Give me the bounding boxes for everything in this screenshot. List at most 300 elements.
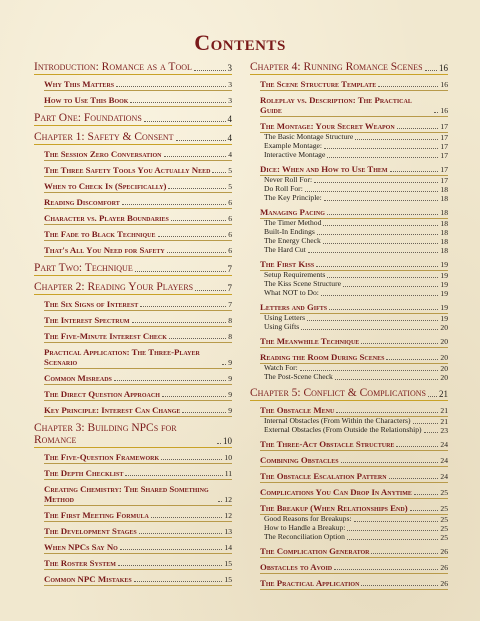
chapter-underline bbox=[34, 125, 232, 126]
toc-section-entry[interactable] bbox=[250, 455, 448, 465]
toc-entry-title: Reading Discomfort bbox=[44, 197, 120, 207]
toc-page-number: 12 bbox=[224, 495, 232, 504]
toc-entry-title: The Session Zero Conversation bbox=[44, 149, 162, 159]
section-underline bbox=[260, 347, 448, 348]
toc-column-left bbox=[34, 56, 232, 586]
dot-leader bbox=[323, 225, 438, 226]
dot-leader bbox=[343, 286, 438, 287]
toc-section-entry[interactable] bbox=[250, 302, 448, 312]
dot-leader bbox=[125, 475, 222, 476]
toc-page-number: 20 bbox=[440, 323, 448, 332]
toc-entry-title: The Post-Scene Check bbox=[264, 372, 333, 382]
toc-entry-title: The First Kiss bbox=[260, 259, 315, 269]
chapter-underline bbox=[34, 74, 232, 75]
toc-column-right bbox=[250, 56, 448, 590]
toc-sub-entry[interactable] bbox=[250, 151, 448, 160]
toc-entry-title: Part One: Foundations bbox=[34, 112, 142, 124]
section-underline bbox=[44, 106, 232, 107]
toc-entry-title: External Obstacles (From Outside the Relationship) bbox=[264, 425, 422, 435]
dot-leader bbox=[316, 266, 438, 267]
toc-page-number: 17 bbox=[440, 142, 448, 151]
toc-section-entry[interactable] bbox=[34, 574, 232, 584]
section-underline bbox=[44, 479, 232, 480]
toc-sub-entry[interactable] bbox=[250, 289, 448, 298]
dot-leader bbox=[308, 252, 439, 253]
toc-page-number: 21 bbox=[440, 417, 448, 426]
dot-leader bbox=[389, 478, 439, 479]
dot-leader bbox=[116, 86, 226, 87]
toc-page-number: 17 bbox=[440, 165, 448, 174]
dot-leader bbox=[217, 443, 221, 444]
dot-leader bbox=[300, 370, 439, 371]
toc-page-number: 4 bbox=[228, 150, 232, 159]
dot-leader bbox=[336, 412, 438, 413]
toc-section-entry[interactable] bbox=[250, 562, 448, 572]
dot-leader bbox=[222, 364, 226, 365]
toc-entry-title: The Montage: Your Secret Weapon bbox=[260, 121, 395, 131]
toc-section-entry[interactable] bbox=[34, 558, 232, 568]
chapter-underline bbox=[34, 294, 232, 295]
toc-section-entry[interactable] bbox=[250, 487, 448, 497]
section-underline bbox=[260, 90, 448, 91]
dot-leader bbox=[327, 277, 438, 278]
toc-section-entry[interactable] bbox=[250, 578, 448, 588]
toc-page-number: 26 bbox=[440, 547, 448, 556]
toc-entry-title: The Energy Check bbox=[264, 236, 321, 246]
toc-section-entry[interactable] bbox=[34, 213, 232, 223]
chapter-underline bbox=[34, 447, 232, 448]
toc-section-entry[interactable] bbox=[250, 336, 448, 346]
toc-page-number: 26 bbox=[440, 579, 448, 588]
toc-page-number: 19 bbox=[440, 260, 448, 269]
dot-leader bbox=[378, 86, 438, 87]
toc-entry-title: Using Letters bbox=[264, 313, 306, 323]
toc-section-entry[interactable] bbox=[34, 79, 232, 89]
toc-entry-title: Interactive Montage bbox=[264, 150, 326, 160]
toc-section-entry[interactable] bbox=[250, 121, 448, 131]
dot-leader bbox=[410, 510, 439, 511]
toc-entry-title: How to Use This Book bbox=[44, 95, 129, 105]
toc-page-number: 13 bbox=[224, 527, 232, 536]
toc-section-entry[interactable] bbox=[34, 452, 232, 462]
toc-section-entry[interactable] bbox=[250, 207, 448, 217]
toc-section-entry[interactable] bbox=[250, 95, 448, 115]
toc-entry-title: Common NPC Mistakes bbox=[44, 574, 132, 584]
toc-section-entry[interactable] bbox=[34, 229, 232, 239]
toc-page-number: 16 bbox=[440, 106, 448, 115]
toc-entry-title: Obstacles to Avoid bbox=[260, 562, 333, 572]
toc-sub-entry[interactable] bbox=[250, 194, 448, 203]
toc-chapter-entry[interactable] bbox=[250, 387, 448, 399]
dot-leader bbox=[130, 102, 226, 103]
toc-entry-title: When to Check In (Specifically) bbox=[44, 181, 167, 191]
dot-leader bbox=[135, 271, 226, 272]
toc-page-number: 18 bbox=[440, 208, 448, 217]
toc-chapter-entry[interactable] bbox=[34, 422, 232, 446]
section-underline bbox=[44, 256, 232, 257]
dot-leader bbox=[425, 70, 437, 71]
section-underline bbox=[260, 498, 448, 499]
toc-entry-title: Chapter 5: Conflict & Complications bbox=[250, 387, 426, 399]
toc-page-number: 19 bbox=[440, 289, 448, 298]
section-underline bbox=[44, 384, 232, 385]
toc-entry-title: The Obstacle Escalation Pattern bbox=[260, 471, 387, 481]
dot-leader bbox=[434, 112, 438, 113]
dot-leader bbox=[347, 539, 438, 540]
toc-entry-title: Example Montage: bbox=[264, 141, 322, 151]
toc-page-number: 14 bbox=[224, 543, 232, 552]
toc-entry-title: The Five-Minute Interest Check bbox=[44, 331, 167, 341]
dot-leader bbox=[212, 172, 226, 173]
dot-leader bbox=[354, 521, 439, 522]
toc-page-number: 9 bbox=[228, 374, 232, 383]
dot-leader bbox=[324, 148, 438, 149]
dot-leader bbox=[162, 396, 226, 397]
toc-page-number: 17 bbox=[440, 151, 448, 160]
dot-leader bbox=[347, 530, 438, 531]
toc-section-entry[interactable] bbox=[34, 373, 232, 383]
toc-page-number: 4 bbox=[227, 114, 232, 124]
chapter-underline bbox=[34, 275, 232, 276]
toc-page-number: 26 bbox=[440, 563, 448, 572]
toc-section-entry[interactable] bbox=[250, 352, 448, 362]
toc-entry-title: Chapter 2: Reading Your Players bbox=[34, 281, 194, 293]
chapter-underline bbox=[250, 74, 448, 75]
chapter-underline bbox=[250, 400, 448, 401]
dot-leader bbox=[335, 379, 439, 380]
toc-sub-entry[interactable] bbox=[250, 323, 448, 332]
toc-entry-title: The Direct Question Approach bbox=[44, 389, 160, 399]
toc-page-number: 25 bbox=[440, 504, 448, 513]
toc-chapter-entry[interactable] bbox=[34, 112, 232, 124]
dot-leader bbox=[317, 234, 439, 235]
dot-leader bbox=[329, 309, 438, 310]
toc-section-entry[interactable] bbox=[34, 181, 232, 191]
section-underline bbox=[44, 521, 232, 522]
toc-entry-title: Key Principle: Interest Can Change bbox=[44, 405, 181, 415]
toc-page-number: 25 bbox=[440, 488, 448, 497]
toc-entry-title: The Basic Montage Structure bbox=[264, 132, 354, 142]
toc-entry-title: The Roster System bbox=[44, 558, 116, 568]
toc-page-number: 6 bbox=[228, 198, 232, 207]
toc-section-entry[interactable] bbox=[34, 542, 232, 552]
dot-leader bbox=[139, 533, 223, 534]
toc-page-number: 6 bbox=[228, 246, 232, 255]
section-underline bbox=[44, 416, 232, 417]
toc-entry-title: The Interest Spectrum bbox=[44, 315, 130, 325]
toc-page-number: 3 bbox=[227, 63, 232, 73]
toc-page-number: 21 bbox=[440, 406, 448, 415]
section-underline bbox=[260, 557, 448, 558]
dot-leader bbox=[218, 501, 222, 502]
dot-leader bbox=[140, 306, 226, 307]
dot-leader bbox=[305, 191, 439, 192]
dot-leader bbox=[413, 423, 439, 424]
toc-page-number: 4 bbox=[227, 133, 232, 143]
toc-entry-title: The Scene Structure Template bbox=[260, 79, 377, 89]
toc-section-entry[interactable] bbox=[250, 546, 448, 556]
dot-leader bbox=[334, 569, 438, 570]
section-underline bbox=[44, 537, 232, 538]
dot-leader bbox=[327, 157, 438, 158]
toc-page-number: 9 bbox=[228, 406, 232, 415]
toc-chapter-entry[interactable] bbox=[34, 262, 232, 274]
page-title: Contents bbox=[194, 30, 286, 55]
toc-section-entry[interactable] bbox=[250, 439, 448, 449]
dot-leader bbox=[169, 338, 226, 339]
toc-entry-title: Common Misreads bbox=[44, 373, 112, 383]
toc-section-entry[interactable] bbox=[34, 389, 232, 399]
toc-sub-entry[interactable] bbox=[250, 246, 448, 255]
toc-page-number: 9 bbox=[228, 390, 232, 399]
toc-entry-title: The Development Stages bbox=[44, 526, 137, 536]
toc-entry-title: Chapter 3: Building NPCs for Romance bbox=[34, 422, 177, 446]
toc-sub-entry[interactable] bbox=[250, 373, 448, 382]
toc-section-entry[interactable] bbox=[34, 315, 232, 325]
toc-entry-title: Dice: When and How to Use Them bbox=[260, 164, 388, 174]
toc-entry-title: Combining Obstacles bbox=[260, 455, 339, 465]
toc-entry-title: Chapter 1: Safety & Consent bbox=[34, 131, 174, 143]
toc-entry-title: What NOT to Do: bbox=[264, 288, 319, 298]
dot-leader bbox=[428, 396, 437, 397]
toc-page-number: 21 bbox=[439, 389, 448, 399]
toc-entry-title: Character vs. Player Boundaries bbox=[44, 213, 169, 223]
toc-entry-title: The Breakup (When Relationships End) bbox=[260, 503, 408, 513]
dot-leader bbox=[327, 214, 439, 215]
section-underline bbox=[44, 160, 232, 161]
toc-page-number: 20 bbox=[440, 353, 448, 362]
toc-section-entry[interactable] bbox=[250, 79, 448, 89]
toc-entry-title: Practical Application: The Three-Player Scenario bbox=[44, 347, 200, 367]
toc-entry-title: That's All You Need for Safety bbox=[44, 245, 165, 255]
toc-entry-title: The Meanwhile Technique bbox=[260, 336, 360, 346]
section-underline bbox=[260, 466, 448, 467]
dot-leader bbox=[361, 343, 438, 344]
toc-entry-title: Introduction: Romance as a Tool bbox=[34, 61, 192, 73]
toc-section-entry[interactable] bbox=[34, 299, 232, 309]
dot-leader bbox=[355, 139, 438, 140]
dot-leader bbox=[390, 171, 439, 172]
section-underline bbox=[44, 368, 232, 369]
dot-leader bbox=[114, 380, 226, 381]
section-underline bbox=[44, 553, 232, 554]
section-underline bbox=[260, 589, 448, 590]
dot-leader bbox=[397, 128, 439, 129]
toc-entry-title: Complications You Can Drop In Anytime bbox=[260, 487, 412, 497]
toc-page-number: 20 bbox=[440, 373, 448, 382]
dot-leader bbox=[195, 290, 225, 291]
dot-leader bbox=[167, 252, 227, 253]
toc-section-entry[interactable] bbox=[34, 510, 232, 520]
toc-page-number: 20 bbox=[440, 364, 448, 373]
toc-entry-title: The Depth Checklist bbox=[44, 468, 124, 478]
toc-section-entry[interactable] bbox=[250, 503, 448, 513]
section-underline bbox=[260, 573, 448, 574]
dot-leader bbox=[314, 182, 438, 183]
toc-entry-title: Internal Obstacles (From Within the Characters) bbox=[264, 416, 411, 426]
toc-entry-title: Good Reasons for Breakups: bbox=[264, 514, 352, 524]
toc-entry-title: The Hard Cut bbox=[264, 245, 306, 255]
section-underline bbox=[44, 326, 232, 327]
toc-page-number: 24 bbox=[440, 456, 448, 465]
toc-page-number: 7 bbox=[228, 300, 232, 309]
toc-page-number: 3 bbox=[228, 80, 232, 89]
dot-leader bbox=[134, 581, 223, 582]
dot-leader bbox=[122, 204, 227, 205]
dot-leader bbox=[194, 70, 226, 71]
dot-leader bbox=[120, 549, 223, 550]
toc-entry-title: The Complication Generator bbox=[260, 546, 370, 556]
toc-chapter-entry[interactable] bbox=[34, 281, 232, 293]
toc-page-number: 18 bbox=[440, 185, 448, 194]
section-underline bbox=[44, 224, 232, 225]
toc-entry-title: The Six Signs of Interest bbox=[44, 299, 139, 309]
toc-chapter-entry[interactable] bbox=[250, 61, 448, 73]
toc-section-entry[interactable] bbox=[34, 468, 232, 478]
toc-entry-title: Watch For: bbox=[264, 363, 298, 373]
toc-page-number: 16 bbox=[440, 80, 448, 89]
toc-page-number: 20 bbox=[440, 337, 448, 346]
toc-entry-title: The Kiss Scene Structure bbox=[264, 279, 341, 289]
toc-section-entry[interactable] bbox=[34, 95, 232, 105]
toc-page-number: 19 bbox=[440, 303, 448, 312]
toc-entry-title: Never Roll For: bbox=[264, 175, 313, 185]
toc-page-number: 3 bbox=[228, 96, 232, 105]
toc-entry-title: Creating Chemistry: The Shared Something Method bbox=[44, 484, 209, 504]
dot-leader bbox=[158, 236, 227, 237]
dot-leader bbox=[307, 320, 438, 321]
toc-page-number: 19 bbox=[440, 314, 448, 323]
toc-page-number: 15 bbox=[224, 575, 232, 584]
toc-section-entry[interactable] bbox=[34, 526, 232, 536]
toc-entry-title: The Key Principle: bbox=[264, 193, 322, 203]
toc-entry-title: The Practical Application bbox=[260, 578, 360, 588]
toc-page-number: 17 bbox=[440, 133, 448, 142]
toc-page-number: 18 bbox=[440, 246, 448, 255]
toc-section-entry[interactable] bbox=[34, 165, 232, 175]
toc-chapter-entry[interactable] bbox=[34, 61, 232, 73]
toc-page-number: 19 bbox=[440, 271, 448, 280]
dot-leader bbox=[176, 140, 226, 141]
toc-page-number: 11 bbox=[224, 469, 232, 478]
dot-leader bbox=[171, 220, 226, 221]
toc-entry-title: The Three Safety Tools You Actually Need bbox=[44, 165, 211, 175]
toc-page-number: 6 bbox=[228, 214, 232, 223]
toc-page-number: 23 bbox=[440, 426, 448, 435]
toc-entry-title: The Three-Act Obstacle Structure bbox=[260, 439, 395, 449]
toc-page-number: 10 bbox=[224, 453, 232, 462]
dot-leader bbox=[301, 329, 438, 330]
dot-leader bbox=[324, 200, 439, 201]
toc-entry-title: The Fade to Black Technique bbox=[44, 229, 156, 239]
toc-entry-title: Part Two: Technique bbox=[34, 262, 133, 274]
toc-page-number: 18 bbox=[440, 194, 448, 203]
dot-leader bbox=[341, 462, 439, 463]
toc-page-number: 5 bbox=[228, 182, 232, 191]
toc-page-number: 8 bbox=[228, 316, 232, 325]
section-underline bbox=[44, 463, 232, 464]
dot-leader bbox=[323, 243, 439, 244]
dot-leader bbox=[168, 188, 226, 189]
toc-section-entry[interactable] bbox=[250, 405, 448, 415]
toc-entry-title: Built-In Endings bbox=[264, 227, 315, 237]
dot-leader bbox=[371, 553, 438, 554]
toc-entry-title: The Reconciliation Option bbox=[264, 532, 345, 542]
toc-section-entry[interactable] bbox=[34, 149, 232, 159]
toc-page-number: 16 bbox=[439, 63, 448, 73]
toc-page-number: 18 bbox=[440, 237, 448, 246]
dot-leader bbox=[361, 585, 438, 586]
toc-section-entry[interactable] bbox=[34, 484, 232, 504]
toc-page-number: 19 bbox=[440, 280, 448, 289]
toc-page-number: 9 bbox=[228, 358, 232, 367]
dot-leader bbox=[414, 494, 438, 495]
toc-entry-title: Setup Requirements bbox=[264, 270, 326, 280]
section-underline bbox=[260, 482, 448, 483]
section-underline bbox=[44, 208, 232, 209]
toc-page-number: 24 bbox=[440, 472, 448, 481]
toc-page-number: 25 bbox=[440, 515, 448, 524]
toc-page-number: 6 bbox=[228, 230, 232, 239]
section-underline bbox=[44, 310, 232, 311]
section-underline bbox=[44, 569, 232, 570]
toc-sub-entry[interactable] bbox=[250, 533, 448, 542]
toc-entry-title: Using Gifts bbox=[264, 322, 300, 332]
chapter-underline bbox=[34, 144, 232, 145]
toc-page-number: 12 bbox=[224, 511, 232, 520]
dot-leader bbox=[396, 446, 438, 447]
toc-sub-entry[interactable] bbox=[250, 426, 448, 435]
toc-entry-title: Chapter 4: Running Romance Scenes bbox=[250, 61, 423, 73]
toc-page-number: 8 bbox=[228, 332, 232, 341]
section-underline bbox=[260, 116, 448, 117]
dot-leader bbox=[424, 432, 439, 433]
section-underline bbox=[260, 450, 448, 451]
toc-page-number: 25 bbox=[440, 524, 448, 533]
toc-section-entry[interactable] bbox=[250, 164, 448, 174]
dot-leader bbox=[182, 412, 226, 413]
toc-section-entry[interactable] bbox=[34, 405, 232, 415]
toc-page-number: 7 bbox=[227, 283, 232, 293]
toc-section-entry[interactable] bbox=[250, 259, 448, 269]
toc-entry-title: The First Meeting Formula bbox=[44, 510, 149, 520]
section-underline bbox=[44, 176, 232, 177]
section-underline bbox=[44, 192, 232, 193]
toc-page-number: 10 bbox=[223, 436, 232, 446]
toc-page-number: 17 bbox=[440, 176, 448, 185]
toc-section-entry[interactable] bbox=[250, 471, 448, 481]
toc-chapter-entry[interactable] bbox=[34, 131, 232, 143]
toc-entry-title: How to Handle a Breakup: bbox=[264, 523, 346, 533]
toc-section-entry[interactable] bbox=[34, 197, 232, 207]
toc-section-entry[interactable] bbox=[34, 245, 232, 255]
toc-section-entry[interactable] bbox=[34, 347, 232, 367]
dot-leader bbox=[144, 121, 226, 122]
dot-leader bbox=[118, 565, 223, 566]
dot-leader bbox=[164, 156, 227, 157]
toc-page-number: 24 bbox=[440, 440, 448, 449]
toc-entry-title: The Timer Method bbox=[264, 218, 322, 228]
toc-entry-title: Do Roll For: bbox=[264, 184, 303, 194]
toc-entry-title: Letters and Gifts bbox=[260, 302, 328, 312]
toc-entry-title: The Five-Question Framework bbox=[44, 452, 160, 462]
dot-leader bbox=[132, 322, 227, 323]
dot-leader bbox=[151, 517, 223, 518]
toc-section-entry[interactable] bbox=[34, 331, 232, 341]
toc-entry-title: The Obstacle Menu bbox=[260, 405, 335, 415]
toc-page-number: 25 bbox=[440, 533, 448, 542]
toc-page-number: 15 bbox=[224, 559, 232, 568]
